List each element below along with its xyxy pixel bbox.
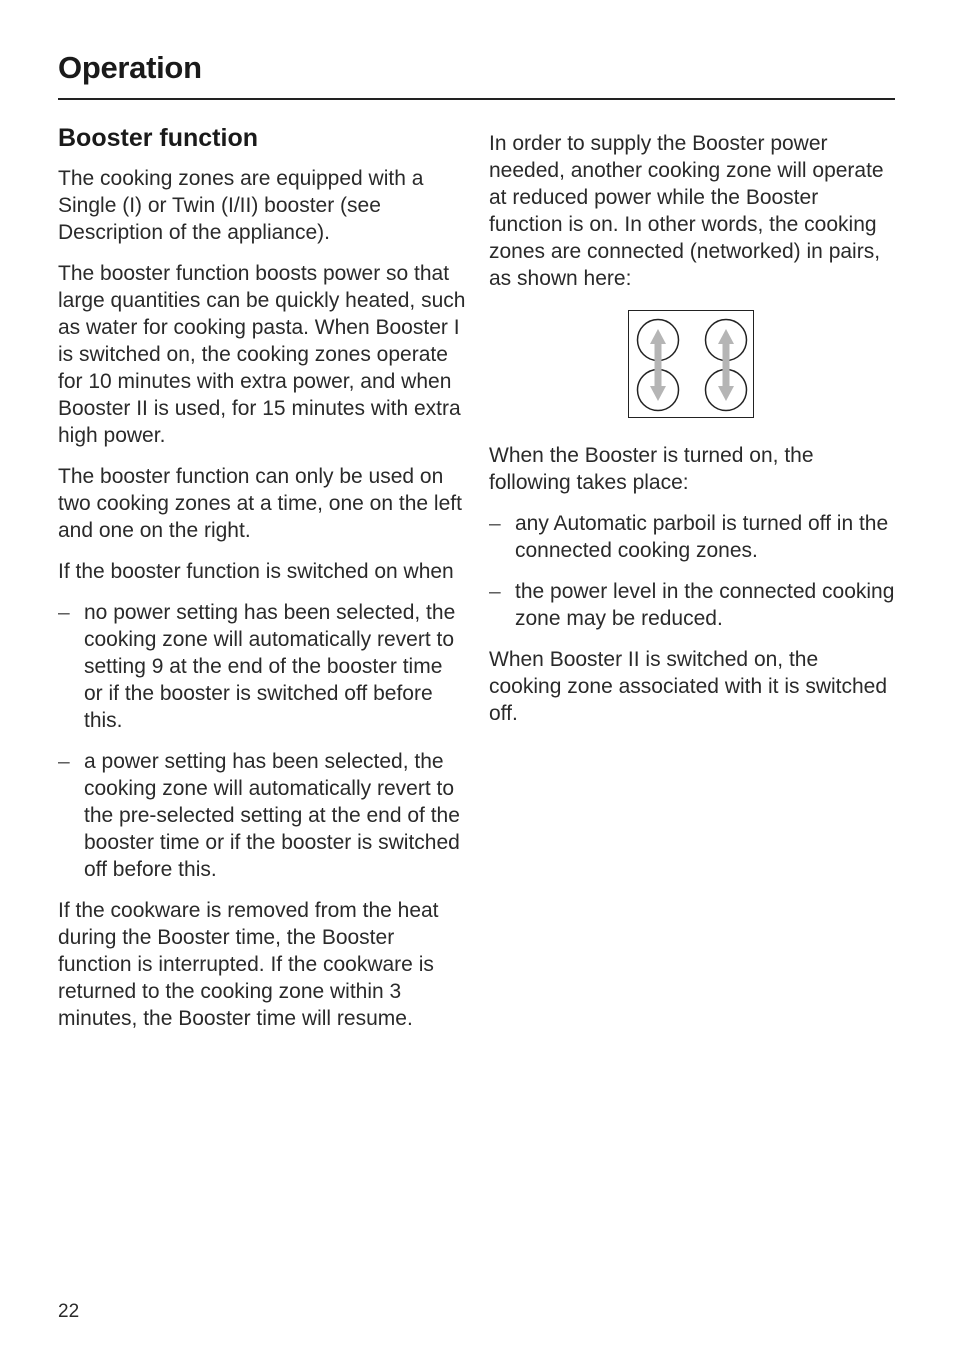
list-item-text: a power setting has been selected, the cooking zone will automatically revert to the pre-selected setting at the end of the booster time or if the booster is switched off before this.	[84, 750, 460, 881]
paragraph-two-zones-limit: The booster function can only be used on two cooking zones at a time, one on the left and one on the right.	[58, 465, 462, 542]
dash-bullet: –	[489, 512, 501, 535]
paragraph-booster-types: The cooking zones are equipped with a Single (I) or Twin (I/II) booster (see Description of the appliance).	[58, 167, 424, 244]
double-arrow-right-pair-icon	[718, 329, 734, 401]
title-divider	[58, 98, 895, 100]
page-title: Operation	[58, 50, 202, 85]
list-item-text: no power setting has been selected, the cooking zone will automatically revert to setting 9 at the end of the booster time or if the booster is switched off before this.	[84, 601, 456, 732]
list-item-text: any Automatic parboil is turned off in the connected cooking zones.	[515, 512, 889, 562]
section-heading-booster-function: Booster function	[58, 124, 258, 152]
left-column	[58, 124, 466, 1046]
booster-effects-list	[489, 510, 895, 632]
dash-bullet: –	[58, 601, 70, 624]
paragraph-cookware-removed: If the cookware is removed from the heat during the Booster time, the Booster function is interrupted. If the cookware is returned to the cooking zone within 3 minutes, the Booster time will resume.	[58, 899, 439, 1030]
cooktop-zone-pairing-diagram-icon	[628, 310, 754, 418]
diagram-container	[489, 306, 895, 420]
dash-bullet: –	[58, 750, 70, 773]
list-item	[58, 748, 466, 883]
dash-bullet: –	[489, 580, 501, 603]
list-item-text: the power level in the connected cooking zone may be reduced.	[515, 580, 895, 630]
paragraph-booster-power-supply: In order to supply the Booster power needed, another cooking zone will operate at reduced power while the Booster function is on. In other words, the cooking zones are connected (networked) in pairs, as shown here:	[489, 132, 884, 290]
paragraph-when-booster-turned-on: When the Booster is turned on, the following takes place:	[489, 444, 814, 494]
booster-conditions-list	[58, 599, 466, 883]
right-column	[489, 130, 895, 741]
double-arrow-left-pair-icon	[650, 329, 666, 401]
paragraph-booster-ii-switched-off: When Booster II is switched on, the cooking zone associated with it is switched off.	[489, 648, 888, 725]
list-item	[58, 599, 466, 734]
page-number: 22	[58, 1301, 80, 1322]
list-item	[489, 510, 895, 564]
paragraph-booster-boosts-power: The booster function boosts power so that large quantities can be quickly heated, such as water for cooking pasta. When Booster I is switched on, the cooking zones operate for 10 minutes with extra power, and when Booster II is used, for 15 minutes with extra high power.	[58, 262, 466, 447]
paragraph-if-switched-on-when: If the booster function is switched on when	[58, 560, 454, 583]
list-item	[489, 578, 895, 632]
cooktop-diagram-svg	[629, 311, 752, 416]
